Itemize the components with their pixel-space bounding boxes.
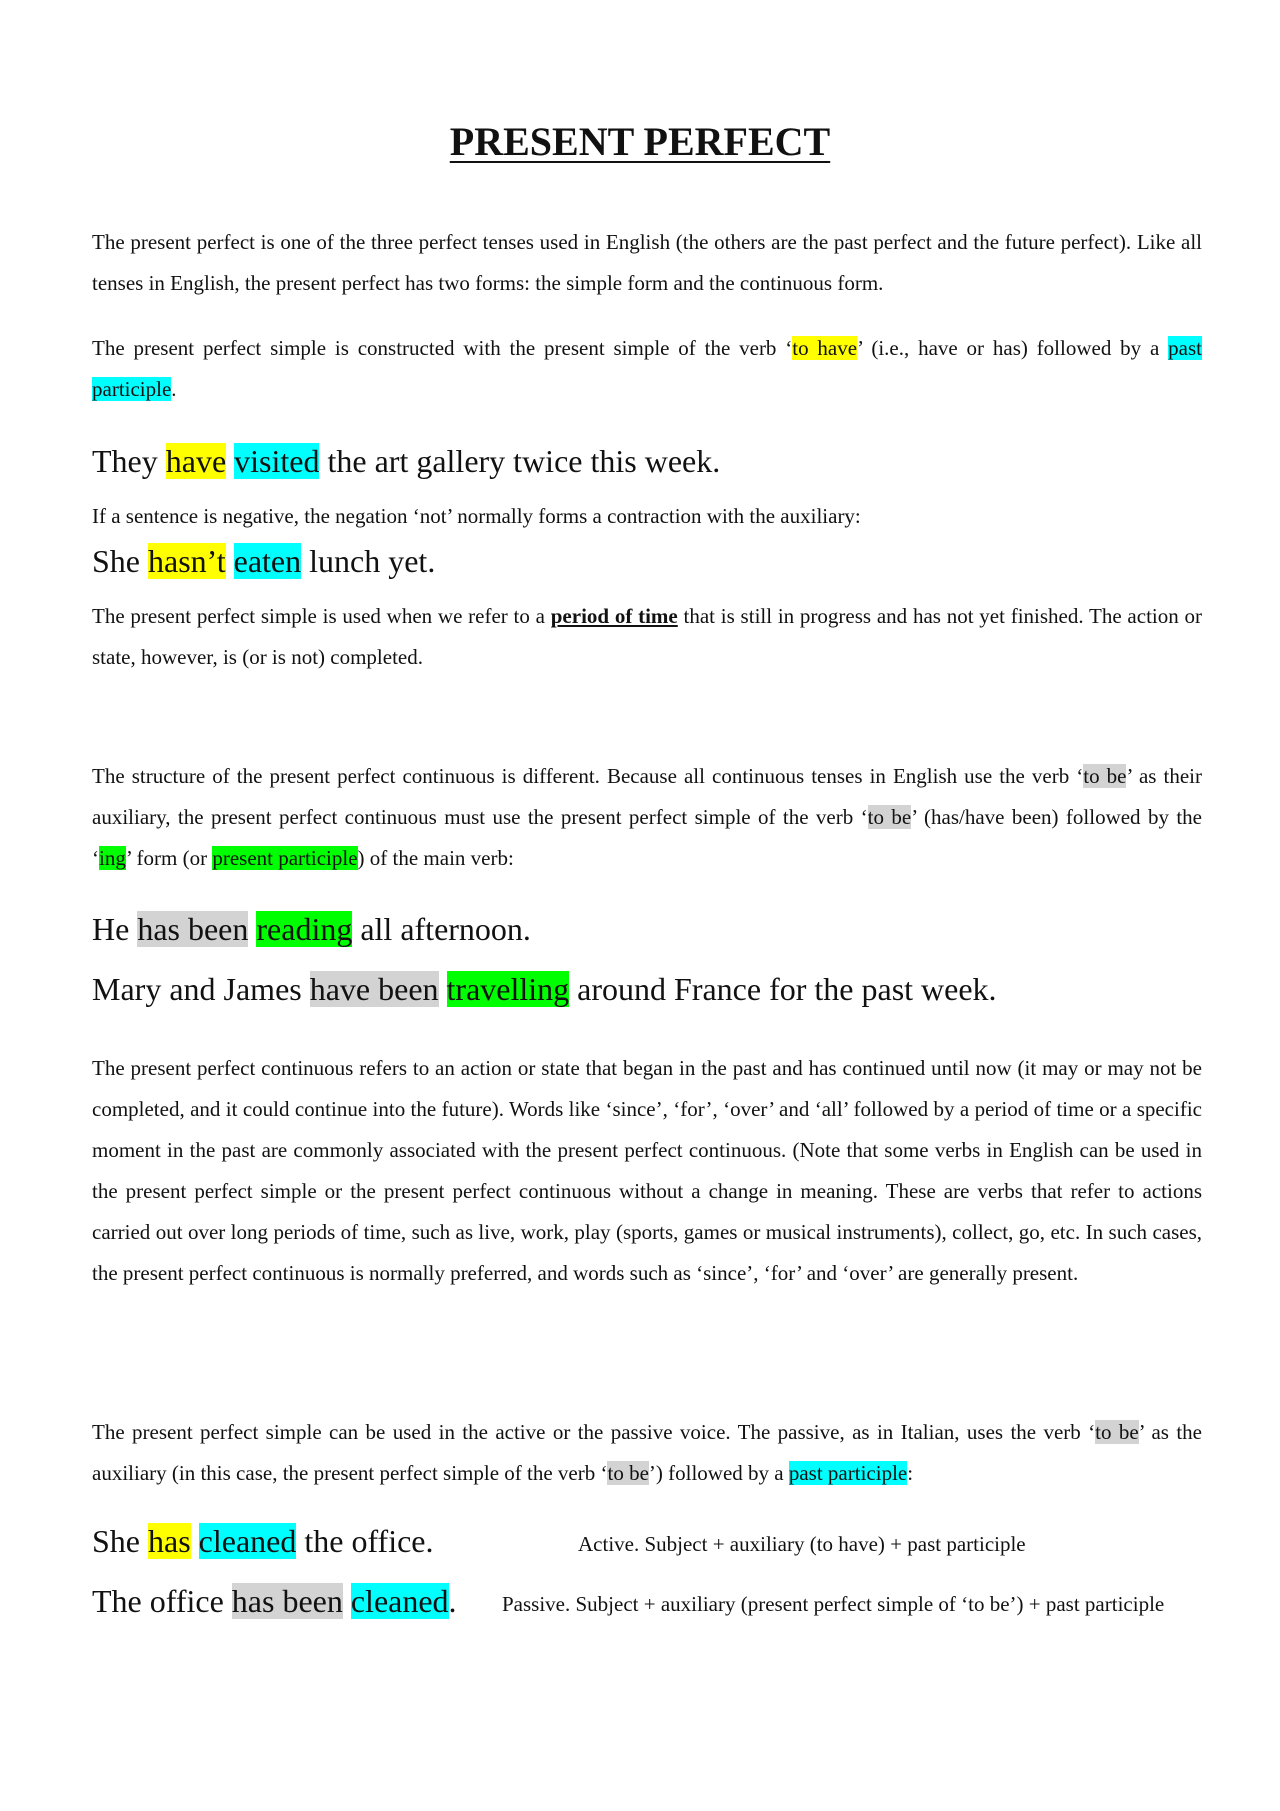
intro-paragraph: The present perfect is one of the three perfect tenses used in English (the others are the past perfect and the future perfect). Like all tenses in English, the present perfect has two forms: the simple form and the continuous form.	[92, 230, 1202, 295]
emphasis-period-of-time: period of time	[550, 604, 678, 628]
continuous-usage-paragraph: The present perfect continuous refers to an action or state that began in the past and has continued until now (it may or may not be completed, and it could continue into the future). Words like ‘since’, ‘for’, ‘over’ and ‘all’ followed by a period of time or a specific moment in the past are commonly associated with the present perfect continuous. (Note that some verbs in English can be used in the present perfect simple or the present perfect continuous without a change in meaning. These are verbs that refer to actions carried out over long periods of time, such as live, work, play (sports, games or musical instruments), collect, go, etc. In such cases, the present perfect continuous is normally preferred, and words such as ‘since’, ‘for’ and ‘over’ are generally present.	[92, 1056, 1202, 1285]
highlight-to-be: to be	[1083, 764, 1127, 788]
example-sentence-4: Mary and James have been travelling around France for the past week.	[92, 971, 997, 1007]
highlight-participle: visited	[234, 443, 320, 479]
negation-paragraph: If a sentence is negative, the negation ‘not’ normally forms a contraction with the auxiliary:	[92, 504, 861, 528]
highlight-participle: cleaned	[350, 1583, 449, 1619]
highlight-to-be: to be	[867, 805, 912, 829]
highlight-present-participle: present participle	[212, 846, 358, 870]
highlight-to-be: to be	[1095, 1420, 1139, 1444]
passive-note: Passive. Subject + auxiliary (present perfect simple of ‘to be’) + past participle	[502, 1592, 1165, 1616]
highlight-auxiliary: have	[165, 443, 227, 479]
highlight-auxiliary: has been	[137, 911, 249, 947]
highlight-to-be: to be	[607, 1461, 649, 1485]
highlight-past-participle: past participle	[92, 336, 1202, 401]
highlight-participle: cleaned	[198, 1523, 297, 1559]
example-sentence-3: He has been reading all afternoon.	[92, 911, 531, 947]
highlight-auxiliary: has been	[231, 1583, 343, 1619]
page-title: PRESENT PERFECT	[449, 119, 831, 164]
example-sentence-1: They have visited the art gallery twice this week.	[92, 443, 721, 479]
highlight-participle: travelling	[446, 971, 570, 1007]
simple-construction-paragraph: The present perfect simple is constructed with the present simple of the verb ‘to have’ (i.e., have or has) followed by a past participle.	[92, 336, 1202, 401]
highlight-participle: reading	[256, 911, 353, 947]
highlight-participle: eaten	[233, 543, 302, 579]
example-sentence-active: She has cleaned the office.	[92, 1523, 434, 1559]
example-sentence-passive: The office has been cleaned.	[92, 1583, 457, 1619]
highlight-auxiliary: have been	[309, 971, 439, 1007]
highlight-auxiliary: has	[148, 1523, 191, 1559]
usage-paragraph: The present perfect simple is used when we refer to a period of time that is still in progress and has not yet finished. The action or state, however, is (or is not) completed.	[92, 604, 1202, 669]
passive-voice-paragraph: The present perfect simple can be used in the active or the passive voice. The passive, as in Italian, uses the verb ‘to be’ as the auxiliary (in this case, the present perfect simple of the verb ‘to be’) followed by a past participle:	[92, 1420, 1202, 1485]
example-sentence-2: She hasn’t eaten lunch yet.	[92, 543, 436, 579]
highlight-auxiliary: hasn’t	[148, 543, 226, 579]
highlight-ing: ing	[99, 846, 126, 870]
active-note: Active. Subject + auxiliary (to have) + past participle	[578, 1532, 1026, 1556]
continuous-structure-paragraph: The structure of the present perfect continuous is different. Because all continuous tenses in English use the verb ‘to be’ as their auxiliary, the present perfect continuous must use the present perfect simple of the verb ‘to be’ (has/have been) followed by the ‘ing’ form (or present participle) of the main verb:	[92, 764, 1203, 870]
highlight-past-participle: past participle	[788, 1461, 908, 1485]
highlight-to-have: to have	[792, 336, 858, 360]
